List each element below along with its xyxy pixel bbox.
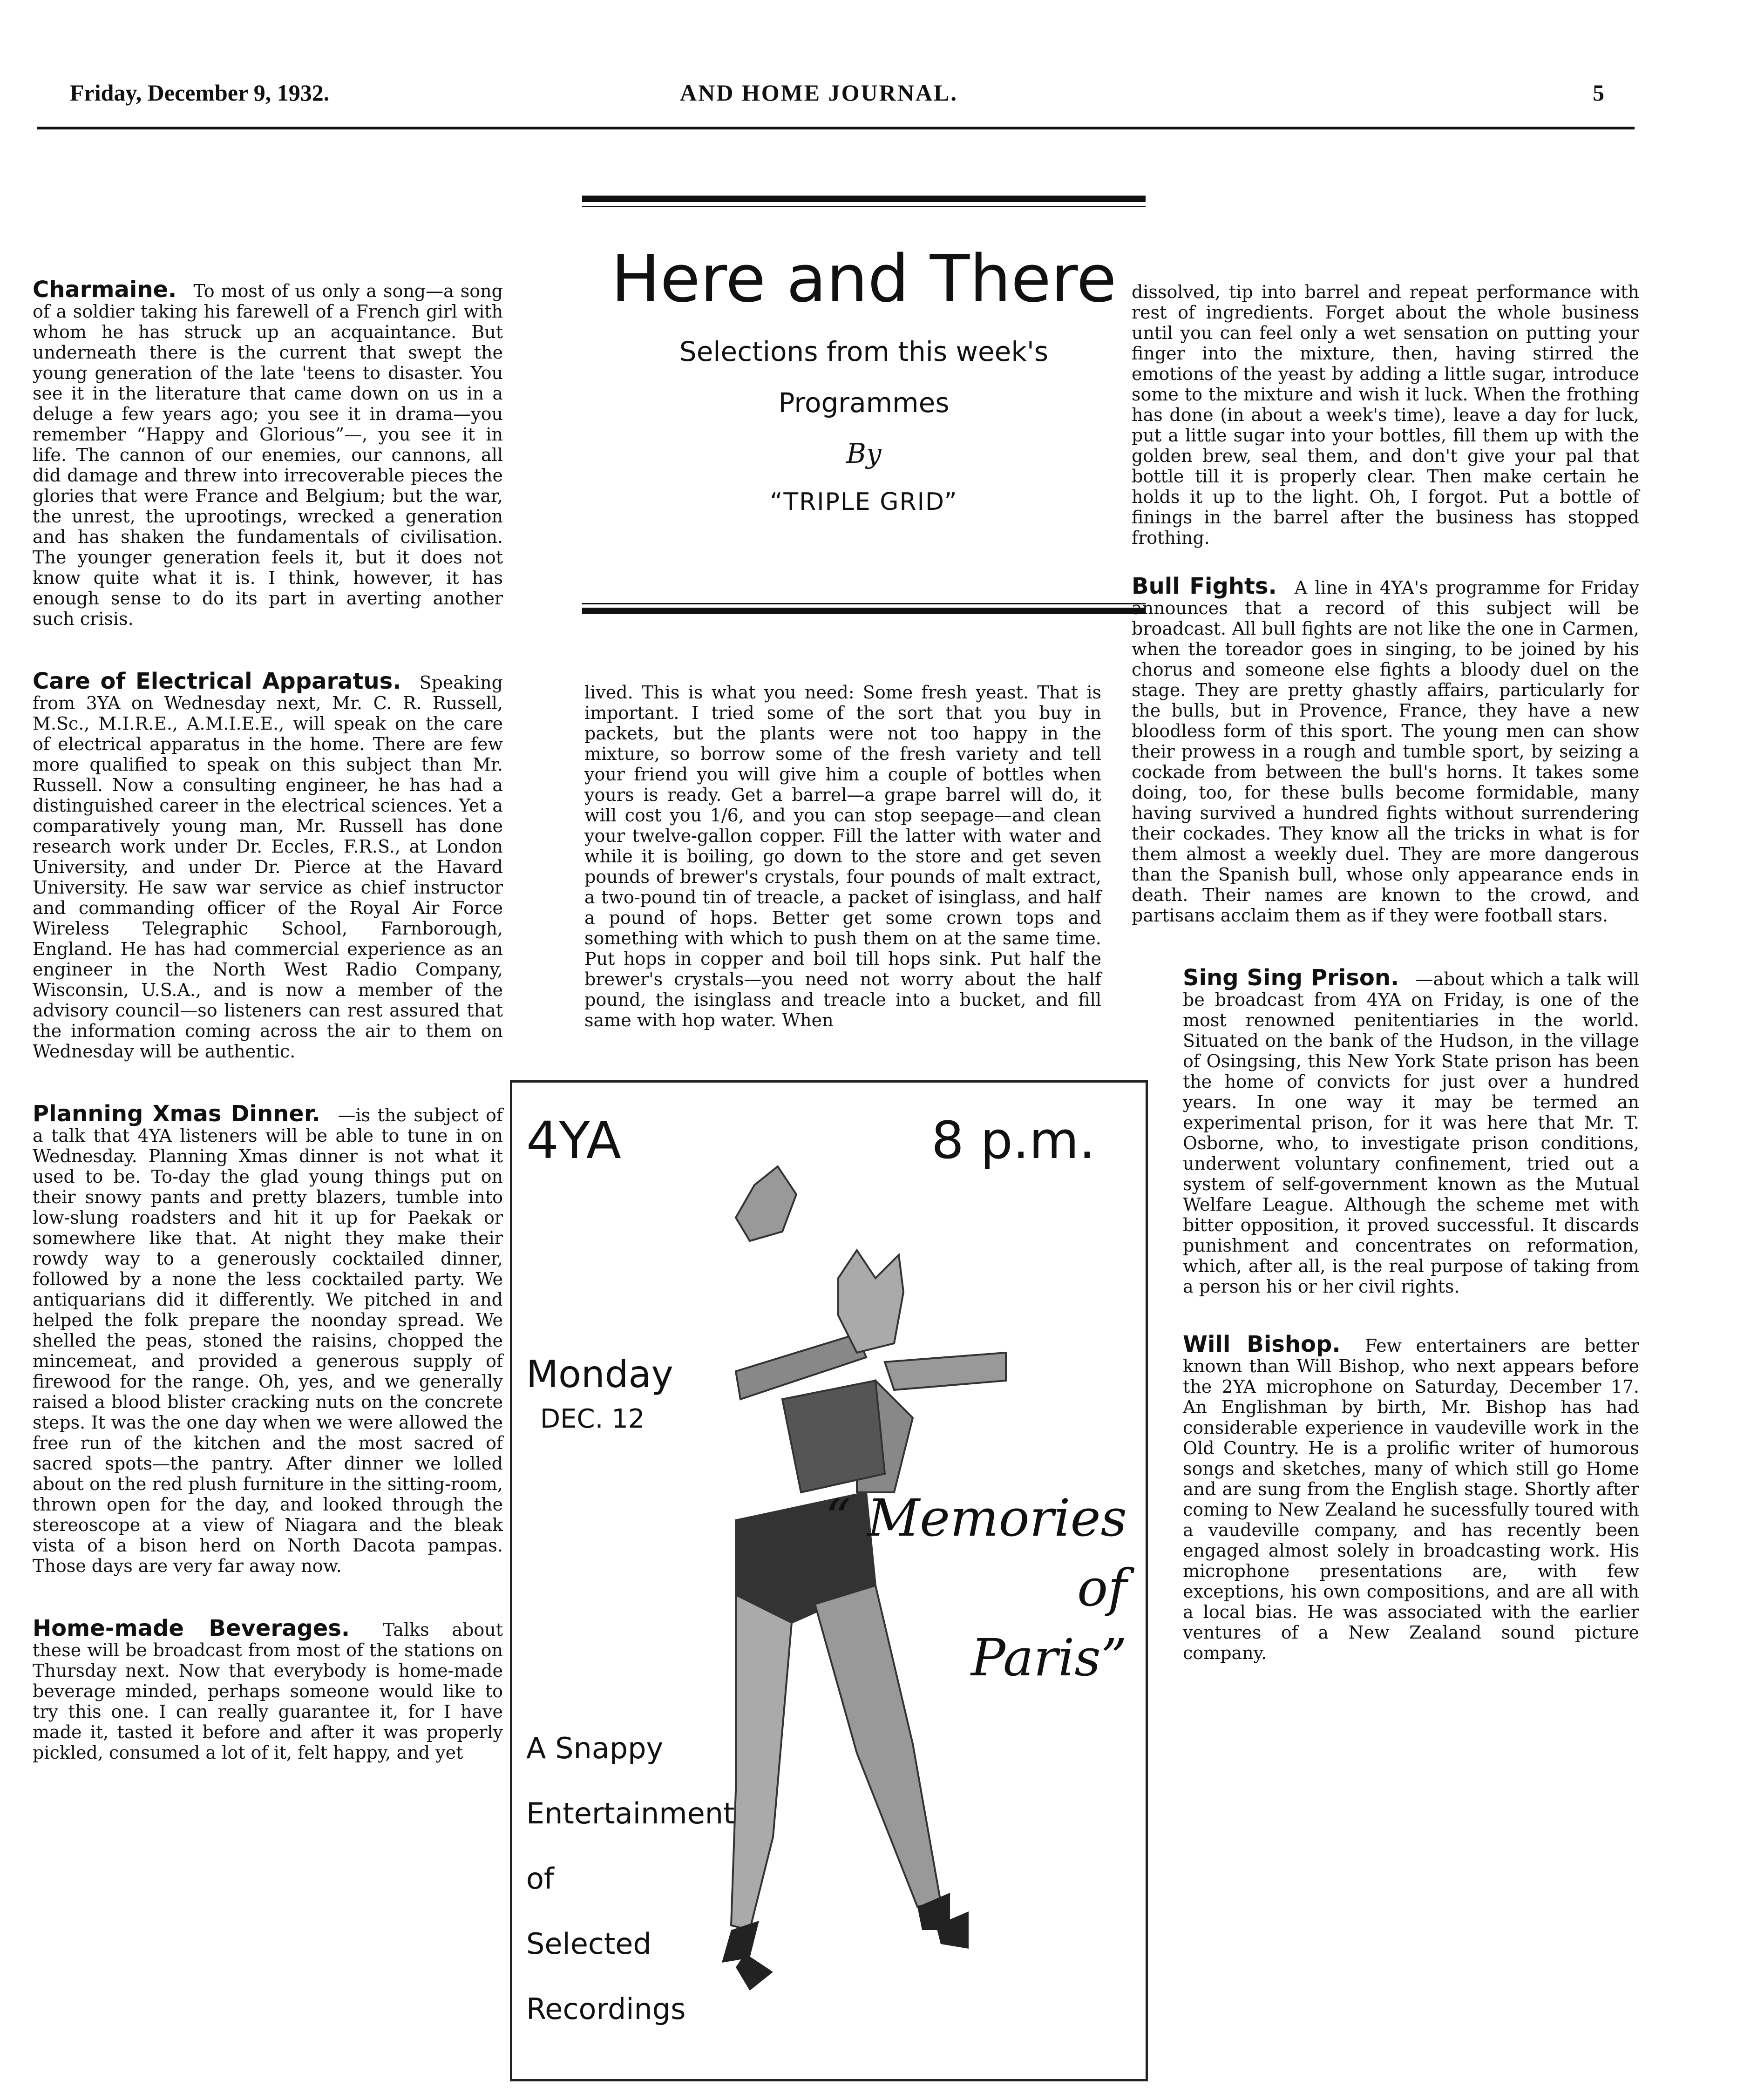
article-heading: Will Bishop. xyxy=(1183,1331,1341,1357)
article-body: A line in 4YA's programme for Friday announces that a record of this subject will be broadcast. All bull fights are not like the one in Carmen, when the toreador goes in singing, to be joined by his chorus and someone else fights a bloody duel on the stage. They are pretty ghastly affairs, particularly for the bulls, but in Provence, France, they have a new bloodless form of this sport. The young men can show their prowess in a rough and tumble sport, by seizing a cockade from between the bull's horns. It takes some doing, too, for these bulls become formidable, many having survived a hundred fights without surrendering their cockades. They know all the tricks in what is for them almost a weekly duel. They are more dangerous than the Spanish bull, whose only appearance ends in death. Their names are known to the crowd, and partisans acclaim them as if they were football stars. xyxy=(1132,577,1639,926)
article-heading: Sing Sing Prison. xyxy=(1183,965,1399,991)
programme-advertisement xyxy=(510,1080,1148,2081)
article-charmaine xyxy=(33,279,503,629)
ad-time: 8 p.m. xyxy=(931,1111,1095,1170)
article-beverages-continued: lived. This is what you need: Some fresh yeast. That is important. I tried some of the sort that you buy in packets, but the plants were not too happy in the mixture, so borrow some of the fresh variety and tell your friend you will give him a couple of bottles when yours is ready. Get a barrel—a grape barrel will do, it will cost you 1/6, and you can stop seepage—and clean your twelve-gallon copper. Fill the latter with water and while it is boiling, go down to the store and get seven pounds of brewer's crystals, four pounds of malt extract, a two-pound tin of treacle, a packet of isinglass, and half a pound of hops. Better get some crown tops and something with which to push them on at the same time. Put hops in copper and boil till hops sink. Put half the brewer's crystals—you need not worry about the half pound, the isinglass and treacle into a bucket, and fill same with hop water. When xyxy=(584,682,1101,1030)
ad-day: Monday xyxy=(526,1353,673,1396)
page-title: Here and There xyxy=(611,241,1117,317)
header-subtitle-1: Selections from this week's xyxy=(679,336,1049,367)
article-body: dissolved, tip into barrel and repeat performance with rest of ingredients. Forget about the whole business until you can feel only a wet sensation on putting your finger into the mixture, then, having stirred the emotions of the yeast by adding a little sugar, introduce some to the mixture and wish it luck. When the frothing has done (in about a week's time), leave a day for luck, put a little sugar into your bottles, fill them up with the golden brew, seal them, and don't give your pal that bottle till it is properly clear. Then make certain he holds it up to the light. Oh, I forgot. Put a bottle of finings in the barrel after the business has stopped frothing. xyxy=(1132,282,1639,548)
ad-station: 4YA xyxy=(526,1111,621,1170)
ad-show-line: Paris” xyxy=(970,1628,1127,1687)
header-top-rule xyxy=(582,196,1146,202)
middle-column xyxy=(584,682,1101,1040)
ad-desc-line: Entertainment xyxy=(526,1796,735,1830)
article-body: To most of us only a song—a song of a soldier taking his farewell of a French girl with whom he has struck up an acquaintance. But underneath there is the current that swept the young generation of the late 'teens to disaster. You see it in the literature that came down on us in a deluge a few years ago; you see it in drama—you remember “Happy and Glorious”—, you see it in life. The cannon of our enemies, our cannons, all did damage and threw into irrecoverable pieces the glories that were France and Belgium; but the war, the unrest, the uprootings, wrecked a generation and has shaken the fundamentals of civilisation. The younger generation feels it, but it does not know quite what it is. I think, however, it has enough sense to do its part in averting another such crisis. xyxy=(33,281,503,629)
ad-desc-line: Recordings xyxy=(526,1992,686,2026)
article-body: —about which a talk will be broadcast from 4YA on Friday, is one of the most renowned penitentiaries in the world. Situated on the bank of the Hudson, in the village of Osingsing, this New York State prison has been the home of convicts for just over a hundred years. In one way it may be termed an experimental prison, for it was here that Mr. T. Osborne, who, to investigate prison conditions, underwent voluntary confinement, tried out a system of self-government known as the Mutual Welfare League. Although the scheme met with bitter opposition, it proved successful. It discards punishment and concentrates on reformation, which, after all, is the real purpose of taking from a person his or her civil rights. xyxy=(1183,969,1639,1297)
header-box xyxy=(559,242,1169,516)
article-beverages-end xyxy=(1132,282,1639,548)
article-heading: Home-made Beverages. xyxy=(33,1615,350,1641)
article-body: Few entertainers are better known than Will Bishop, who next appears before the 2YA microphone on Saturday, December 17. An Englishman by birth, Mr. Bishop has had considerable experience in vaudeville work in the Old Country. He is a prolific writer of humorous songs and sketches, many of which still go Home and are sung from the English stage. Shortly after coming to New Zealand he sucessfully toured with a vaudeville company, and has recently been engaged almost solely in broadcasting work. His microphone presentations are, with few exceptions, his own compositions, and are all with a local bias. He was associated with the earlier ventures of a New Zealand sound picture company. xyxy=(1183,1335,1639,1663)
header-bottom-rule-thin xyxy=(582,603,1146,604)
header-subtitle-2: Programmes xyxy=(778,387,950,419)
right-column xyxy=(1132,282,1639,1673)
masthead-date: Friday, December 9, 1932. xyxy=(70,80,330,106)
page-number: 5 xyxy=(1593,80,1604,106)
ad-desc-line: Selected xyxy=(526,1927,651,1961)
article-electrical xyxy=(33,668,503,1062)
ad-date: DEC. 12 xyxy=(540,1404,645,1434)
left-column xyxy=(33,279,503,1772)
article-heading: Bull Fights. xyxy=(1132,573,1277,599)
pen-name: “TRIPLE GRID” xyxy=(770,488,958,516)
ad-show-line: of xyxy=(1077,1558,1127,1618)
article-heading: Planning Xmas Dinner. xyxy=(33,1101,320,1127)
ad-show-title xyxy=(825,1483,1127,1693)
article-beverages xyxy=(33,1615,503,1763)
masthead-publication: AND HOME JOURNAL. xyxy=(680,80,958,106)
article-body: Speaking from 3YA on Wednesday next, Mr. C. R. Russell, M.Sc., M.I.R.E., A.M.I.E.E., will speak on the care of electrical apparatus in the home. There are few more qualified to speak on this subject than Mr. Russell. Now a consulting engineer, he has had a distinguished career in the electrical sciences. Yet a comparatively young man, Mr. Russell has done research work under Dr. Eccles, F.R.S., at London University, and under Dr. Pierce at the Havard University. He saw war service as chief instructor and commanding officer of the Royal Air Force Wireless Telegraphic School, Farnborough, England. He has had commercial experience as an engineer in the North West Radio Company, Wisconsin, U.S.A., and is now a member of the advisory council—so listeners can rest assured that the information coming across the air to them on Wednesday will be authentic. xyxy=(33,672,503,1062)
article-body: —is the subject of a talk that 4YA listeners will be able to tune in on Wednesday. Planning Xmas dinner is not what it used to be. To-day the glad young things put on their snowy pants and pretty blazers, tumble into low-slung roadsters and hit it up for Paekak or somewhere like that. At night they make their rowdy way to a generously cocktailed dinner, followed by a none the less cocktailed party. We antiquarians did it differently. We pitched in and helped the folk prepare the noonday spread. We shelled the peas, stoned the raisins, chopped the mincemeat, and provided a generous supply of firewood for the range. Oh, yes, and we generally raised a blood blister cracking nuts on the concrete steps. It was the one day when we were allowed the free run of the kitchen and the most sacred of sacred spots—the pantry. After dinner we lolled about on the red plush furniture in the sitting-room, thrown open for the day, and looked through the stereoscope at a view of Niagara and the bleak vista of a bison herd on North Dacota pampas. Those days are very far away now. xyxy=(33,1105,503,1576)
masthead-rule xyxy=(37,127,1635,129)
ad-desc-line: A Snappy xyxy=(526,1731,664,1765)
article-sing-sing xyxy=(1183,965,1639,1297)
article-bull-fights xyxy=(1132,573,1639,926)
article-heading: Care of Electrical Apparatus. xyxy=(33,668,401,694)
article-will-bishop xyxy=(1183,1331,1639,1663)
ad-description xyxy=(526,1716,734,2042)
article-heading: Charmaine. xyxy=(33,277,177,303)
byline: By xyxy=(846,438,882,469)
header-top-rule-thin xyxy=(582,206,1146,207)
header-bottom-rule xyxy=(582,608,1146,614)
ad-show-line: “ Memories xyxy=(825,1488,1127,1548)
ad-desc-line: of xyxy=(526,1862,554,1896)
article-xmas-dinner xyxy=(33,1101,503,1576)
article-body: Talks about these will be broadcast from most of the stations on Thursday next. Now that everybody is home-made beverage minded, perhaps someone would like to try this one. I can really guarantee it, for I have made it, tasted it before and after it was properly pickled, consumed a lot of it, felt happy, and yet xyxy=(33,1619,503,1763)
